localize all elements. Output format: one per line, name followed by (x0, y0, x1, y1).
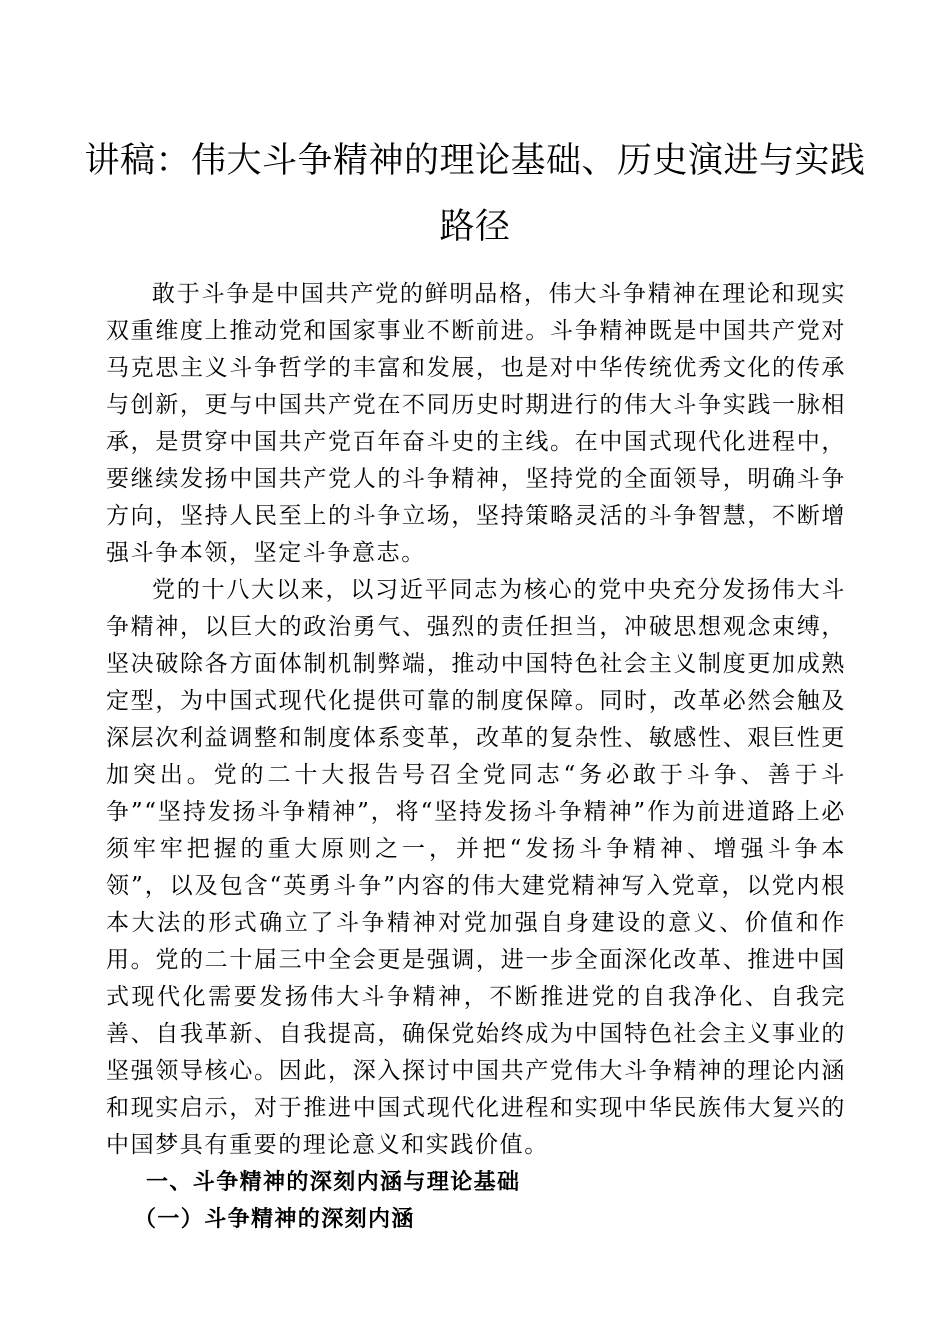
document-title: 讲稿：伟大斗争精神的理论基础、历史演进与实践路径 (84, 141, 866, 247)
section-heading: 一、斗争精神的深刻内涵与理论基础 (146, 1170, 521, 1195)
paragraph-intro: 敢于斗争是中国共产党的鲜明品格，伟大斗争精神在理论和现实双重维度上推动党和国家事业不断前进。斗争精神既是中国共产党对马克思主义斗争哲学的丰富和发展，也是对中华传统优秀文化的传承与创新，更与中国共产党在不同历史时期进行的伟大斗争实践一脉相承，是贯穿中国共产党百年奋斗史的主线。在中国式现代化进程中，要继续发扬中国共产党人的斗争精神，坚持党的全面领导，明确斗争方向，坚持人民至上的斗争立场，坚持策略灵活的斗争智慧，不断增强斗争本领，坚定斗争意志。 (106, 281, 846, 566)
document-body (106, 276, 846, 1238)
paragraph-background: 党的十八大以来，以习近平同志为核心的党中央充分发扬伟大斗争精神，以巨大的政治勇气、强烈的责任担当，冲破思想观念束缚，坚决破除各方面体制机制弊端，推动中国特色社会主义制度更加成熟定型，为中国式现代化提供可靠的制度保障。同时，改革必然会触及深层次利益调整和制度体系变革，改革的复杂性、敏感性、艰巨性更加突出。党的二十大报告号召全党同志“务必敢于斗争、善于斗争”“坚持发扬斗争精神”，将“坚持发扬斗争精神”作为前进道路上必须牢牢把握的重大原则之一，并把“发扬斗争精神、增强斗争本领”，以及包含“英勇斗争”内容的伟大建党精神写入党章，以党内根本大法的形式确立了斗争精神对党加强自身建设的意义、价值和作用。党的二十届三中全会更是强调，进一步全面深化改革、推进中国式现代化需要发扬伟大斗争精神，不断推进党的自我净化、自我完善、自我革新、自我提高，确保党始终成为中国特色社会主义事业的坚强领导核心。因此，深入探讨中国共产党伟大斗争精神的理论内涵和现实启示，对于推进中国式现代化进程和实现中华民族伟大复兴的中国梦具有重要的理论意义和实践价值。 (106, 577, 846, 1158)
subsection-heading: （一）斗争精神的深刻内涵 (134, 1207, 415, 1232)
